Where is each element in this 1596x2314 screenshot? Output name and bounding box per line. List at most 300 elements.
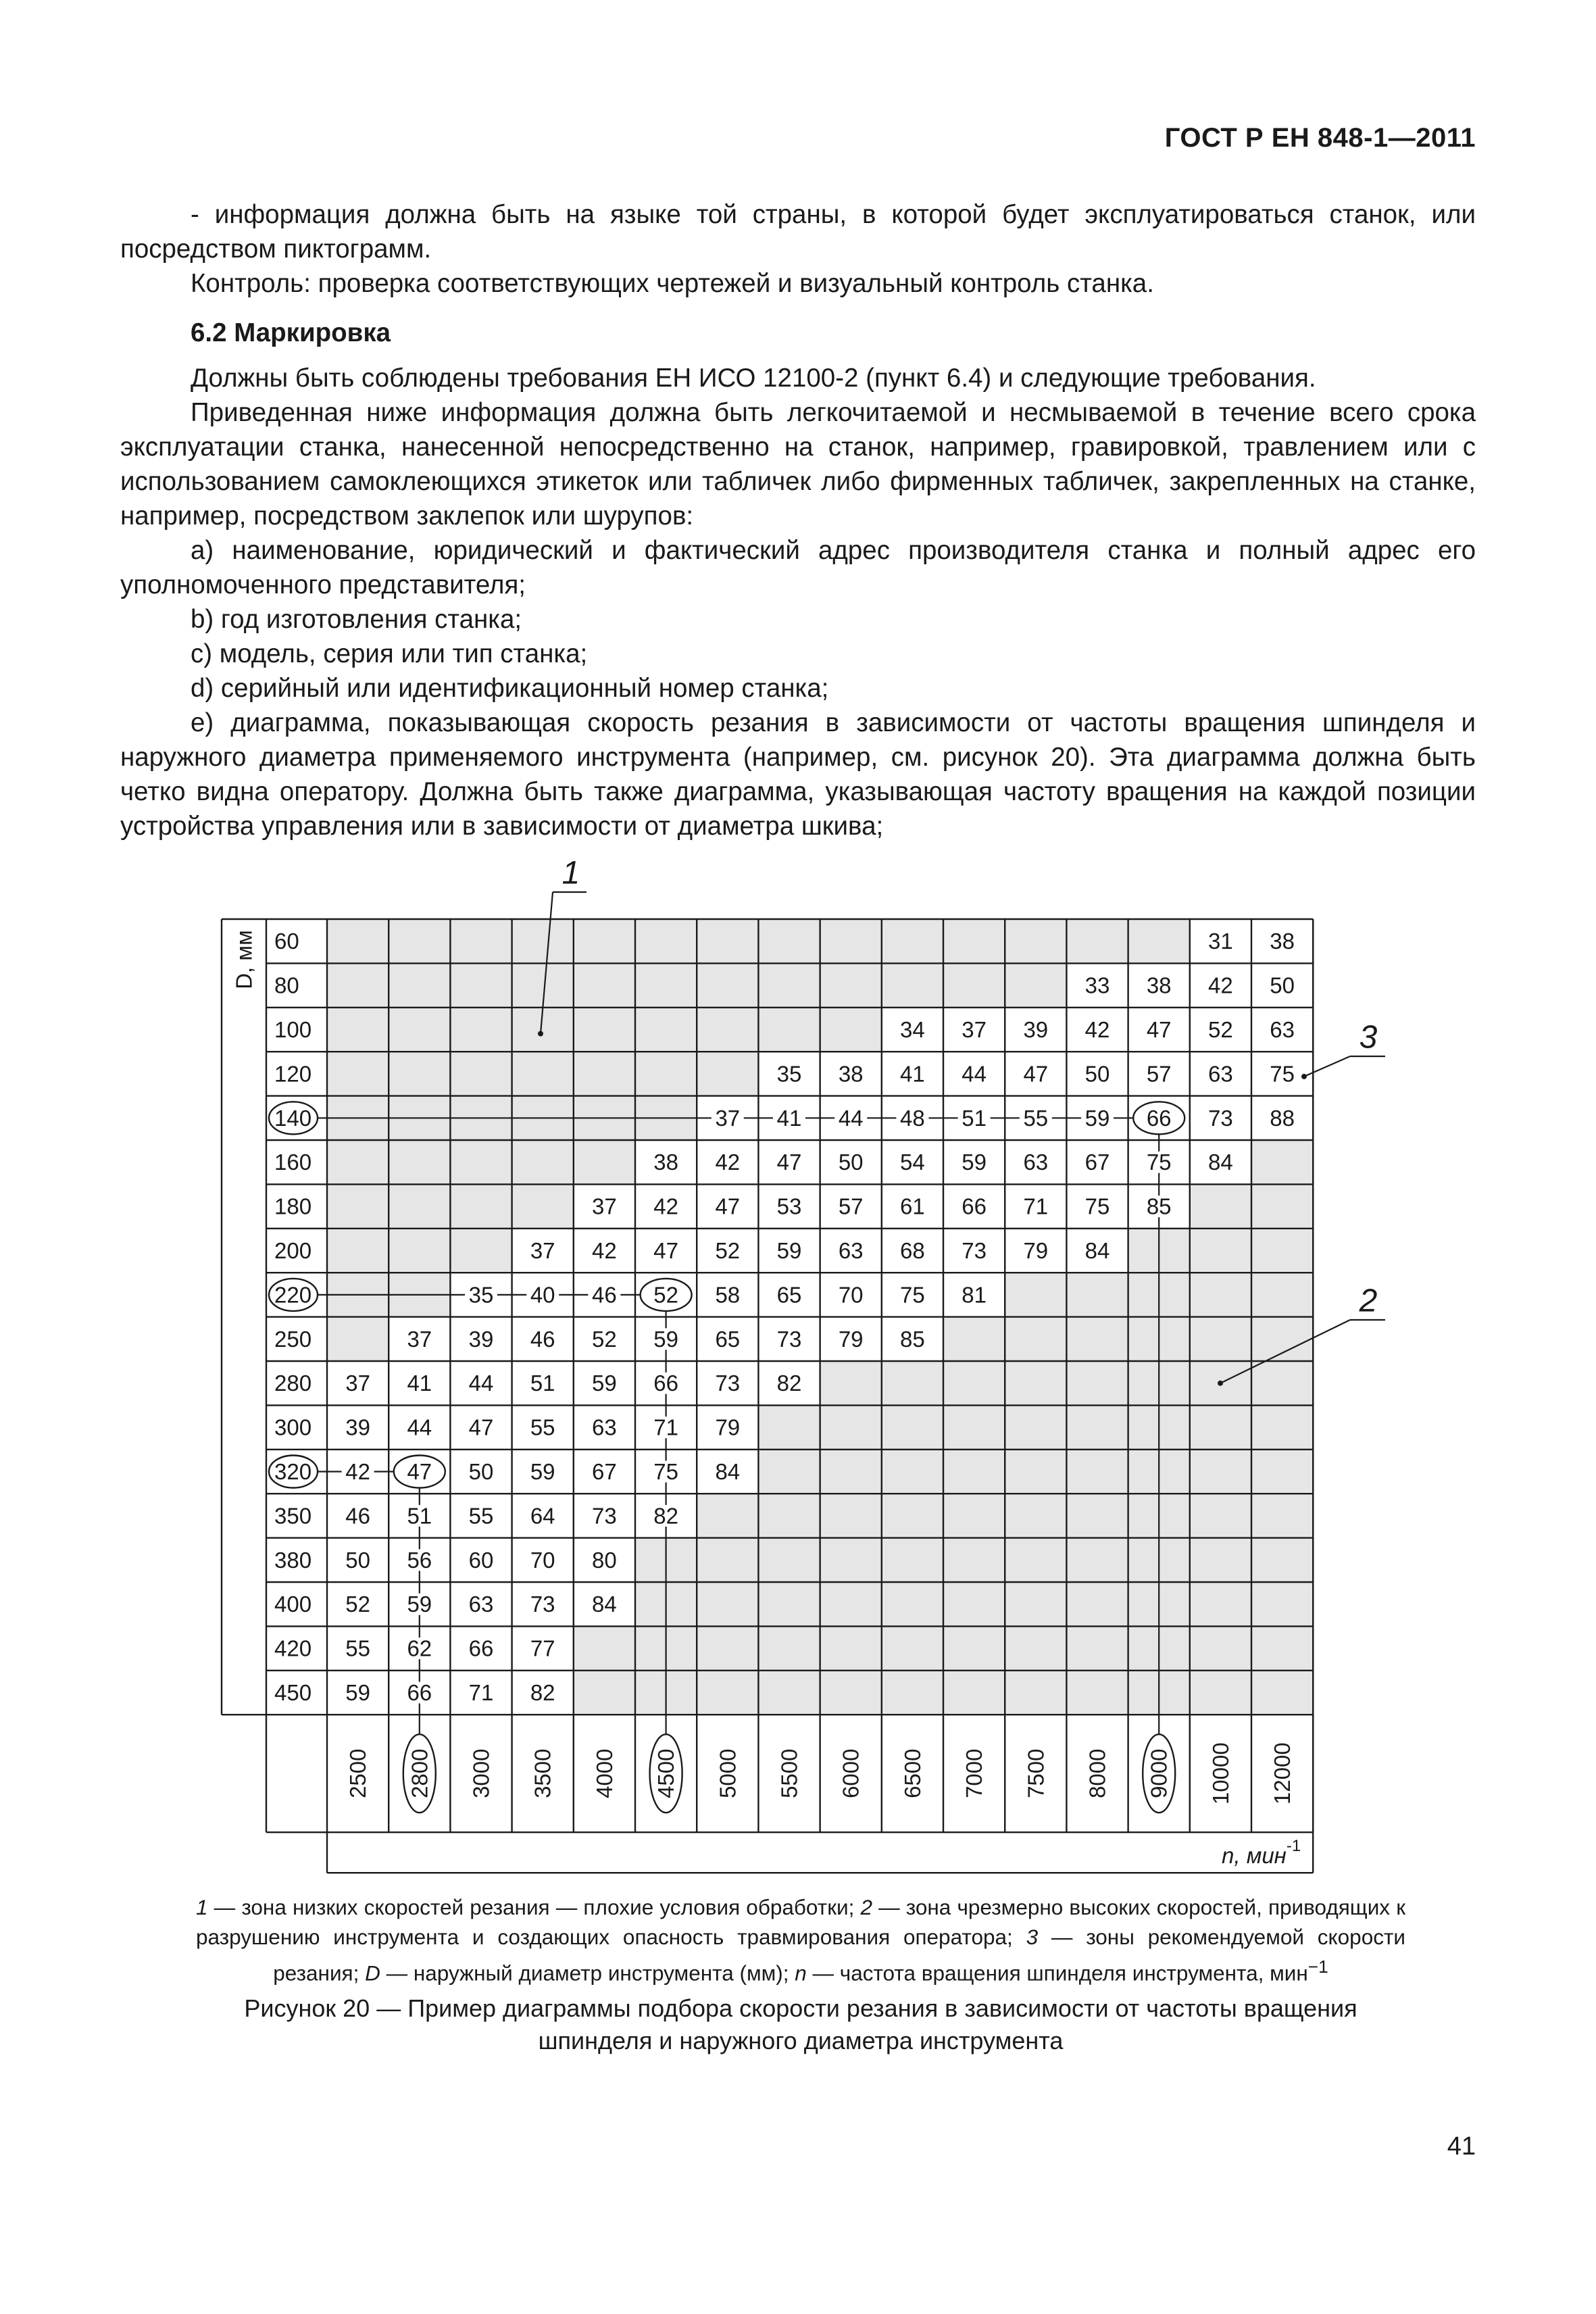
cell-value: 66 xyxy=(653,1371,678,1396)
shaded-cell xyxy=(820,1405,882,1449)
shaded-cell xyxy=(1190,1626,1251,1670)
speed-label: 8000 xyxy=(1084,1748,1110,1798)
shaded-cell xyxy=(512,1052,574,1096)
shaded-cell xyxy=(882,1582,943,1626)
cell-value: 37 xyxy=(407,1326,432,1352)
shaded-cell xyxy=(512,919,574,963)
cell-value: 51 xyxy=(530,1371,555,1396)
shaded-cell xyxy=(1190,1582,1251,1626)
cell-value: 38 xyxy=(1146,973,1172,998)
cell-value: 67 xyxy=(1084,1150,1110,1175)
shaded-cell xyxy=(327,963,389,1007)
shaded-cell xyxy=(758,1626,820,1670)
cell-value: 37 xyxy=(962,1017,987,1042)
shaded-cell xyxy=(327,1008,389,1052)
cell-value: 51 xyxy=(962,1105,987,1131)
speed-label: 5500 xyxy=(776,1748,802,1798)
cell-value: 82 xyxy=(653,1503,678,1529)
cell-value: 73 xyxy=(776,1326,802,1352)
shaded-cell xyxy=(1251,1671,1313,1715)
cell-value: 71 xyxy=(1023,1193,1049,1219)
cell-value: 57 xyxy=(1146,1061,1172,1087)
cell-value: 38 xyxy=(1270,929,1295,954)
list-item-a: a) наименование, юридический и фактический адрес производителя станка и полный адрес его уполномоченного представителя; xyxy=(120,536,1476,599)
shaded-cell xyxy=(450,1229,512,1273)
shaded-cell xyxy=(1005,919,1066,963)
shaded-cell xyxy=(882,1671,943,1715)
shaded-cell xyxy=(882,1361,943,1405)
shaded-cell xyxy=(327,1229,389,1273)
shaded-cell xyxy=(943,1494,1005,1537)
x-axis-label-exponent: -1 xyxy=(1286,1836,1301,1855)
standard-number: ГОСТ Р ЕН 848-1—2011 xyxy=(1164,123,1476,153)
cell-value: 63 xyxy=(1023,1150,1049,1175)
shaded-cell xyxy=(882,1450,943,1494)
legend-text-2: — зона чрезмерно высоких скоростей, приводящих к разрушению инструмента и создающих опасность травмирования оператора; xyxy=(196,1895,1405,1949)
cell-value: 47 xyxy=(1023,1061,1049,1087)
cell-value: 85 xyxy=(900,1326,925,1352)
shaded-cell xyxy=(1005,963,1066,1007)
shaded-cell xyxy=(512,1008,574,1052)
callout-2-dot xyxy=(1218,1381,1223,1386)
diameter-label: 420 xyxy=(274,1635,312,1661)
shaded-cell xyxy=(758,1405,820,1449)
example-220-4500-diameter-ellipse xyxy=(269,1279,318,1311)
shaded-cell xyxy=(697,1626,758,1670)
shaded-cell xyxy=(635,1538,697,1582)
shaded-cell xyxy=(1251,1229,1313,1273)
diameter-label: 350 xyxy=(274,1503,312,1529)
cell-value: 62 xyxy=(407,1635,432,1661)
diameter-label: 200 xyxy=(274,1238,312,1263)
shaded-cell xyxy=(1190,1671,1251,1715)
cell-value: 44 xyxy=(962,1061,987,1087)
x-axis-label-text: n, мин xyxy=(1222,1842,1287,1868)
shaded-cell xyxy=(1190,1494,1251,1537)
speed-label: 5000 xyxy=(715,1748,741,1798)
shaded-cell xyxy=(758,963,820,1007)
cell-value: 85 xyxy=(1146,1193,1172,1219)
example-320-2800-speed-ellipse xyxy=(403,1734,436,1813)
cell-value: 42 xyxy=(592,1238,617,1263)
shaded-cell xyxy=(1066,1405,1128,1449)
cell-value: 54 xyxy=(900,1150,925,1175)
shaded-cell xyxy=(758,1450,820,1494)
shaded-cell xyxy=(697,1008,758,1052)
cell-value: 42 xyxy=(715,1150,741,1175)
cell-value: 47 xyxy=(653,1238,678,1263)
cell-value: 51 xyxy=(407,1503,432,1529)
cell-value: 59 xyxy=(530,1459,555,1484)
cell-value: 47 xyxy=(1146,1017,1172,1042)
example-320-2800-diameter-ellipse xyxy=(269,1456,318,1488)
shaded-cell xyxy=(697,963,758,1007)
cell-value: 35 xyxy=(468,1282,494,1308)
shaded-cell xyxy=(1128,1229,1190,1273)
shaded-cell xyxy=(1251,1405,1313,1449)
cell-value: 71 xyxy=(653,1414,678,1440)
shaded-cell xyxy=(327,1140,389,1184)
cell-value: 48 xyxy=(900,1105,925,1131)
cell-value: 65 xyxy=(715,1326,741,1352)
shaded-cell xyxy=(1128,1582,1190,1626)
legend-text-1: — зона низких скоростей резания — плохие условия обработки; xyxy=(207,1895,861,1919)
shaded-cell xyxy=(389,1184,450,1228)
shaded-cell xyxy=(1005,1494,1066,1537)
cell-values xyxy=(274,929,1295,1804)
diameter-label: 220 xyxy=(274,1282,312,1308)
shaded-cell xyxy=(1190,1361,1251,1405)
diameter-label: 180 xyxy=(274,1193,312,1219)
shaded-cell xyxy=(943,963,1005,1007)
cell-value: 64 xyxy=(530,1503,555,1529)
shaded-cell xyxy=(635,1671,697,1715)
shaded-cell xyxy=(820,1361,882,1405)
shaded-cell xyxy=(327,1184,389,1228)
cell-value: 70 xyxy=(838,1282,864,1308)
shaded-cell xyxy=(389,1008,450,1052)
cell-value: 79 xyxy=(1023,1238,1049,1263)
cell-value: 44 xyxy=(407,1414,432,1440)
example-140-9000-speed-ellipse xyxy=(1143,1734,1175,1813)
shaded-cell xyxy=(1128,1671,1190,1715)
cell-value: 59 xyxy=(962,1150,987,1175)
speed-label: 4000 xyxy=(591,1748,617,1798)
shaded-cell xyxy=(1128,919,1190,963)
cell-value: 70 xyxy=(530,1547,555,1573)
shaded-cell xyxy=(943,1317,1005,1361)
example-220-4500-value-ellipse xyxy=(641,1279,692,1311)
shaded-cell xyxy=(450,1052,512,1096)
cell-value: 59 xyxy=(653,1326,678,1352)
legend-text-n-exp: −1 xyxy=(1307,1956,1328,1977)
callout-3-dot xyxy=(1301,1074,1307,1079)
shaded-cell xyxy=(882,963,943,1007)
shaded-cell xyxy=(512,1096,574,1140)
cell-value: 75 xyxy=(900,1282,925,1308)
diameter-label: 380 xyxy=(274,1547,312,1573)
speed-label: 7500 xyxy=(1023,1748,1049,1798)
shaded-cell xyxy=(820,919,882,963)
shaded-cell xyxy=(1251,1140,1313,1184)
cell-value: 84 xyxy=(592,1592,617,1617)
paragraph-info: Приведенная ниже информация должна быть легкочитаемой и несмываемой в течение всего срока эксплуатации станка, нанесенной непосредственно на станок, например, гравировкой, травлением или с использованием самоклеющихся этикеток или табличек либо фирменных табличек, закрепленных на станке, например, посредством заклепок или шурупов: xyxy=(120,398,1476,531)
cell-value: 73 xyxy=(962,1238,987,1263)
cell-value: 35 xyxy=(776,1061,802,1087)
cell-value: 50 xyxy=(1084,1061,1110,1087)
shaded-cell xyxy=(327,1096,389,1140)
speed-label: 3500 xyxy=(530,1748,555,1798)
shaded-cell xyxy=(1066,1582,1128,1626)
cell-value: 39 xyxy=(468,1326,494,1352)
cell-value: 38 xyxy=(838,1061,864,1087)
example-320-2800-value-ellipse xyxy=(394,1456,445,1488)
legend-text-n: — частота вращения шпинделя инструмента, мин xyxy=(806,1961,1308,1986)
shaded-cell xyxy=(574,1671,635,1715)
speed-label: 9000 xyxy=(1146,1748,1172,1798)
shaded-cell xyxy=(1066,1538,1128,1582)
shaded-cell xyxy=(574,1096,635,1140)
grid-lines xyxy=(222,919,1313,1873)
shaded-cell xyxy=(1251,1273,1313,1316)
shaded-cell xyxy=(943,1626,1005,1670)
cell-value: 79 xyxy=(715,1414,741,1440)
shaded-cell xyxy=(758,1582,820,1626)
diameter-label: 120 xyxy=(274,1061,312,1087)
shaded-cell xyxy=(1005,1317,1066,1361)
cell-value: 47 xyxy=(715,1193,741,1219)
shaded-cell xyxy=(574,1626,635,1670)
shaded-cell xyxy=(1190,1317,1251,1361)
diameter-label: 280 xyxy=(274,1371,312,1396)
shaded-cell xyxy=(1128,1361,1190,1405)
shaded-cell xyxy=(327,1273,389,1316)
shaded-cell xyxy=(697,1052,758,1096)
cell-value: 47 xyxy=(468,1414,494,1440)
shaded-cell xyxy=(1128,1405,1190,1449)
shaded-cell xyxy=(1066,1450,1128,1494)
cell-value: 84 xyxy=(715,1459,741,1484)
figure-legend xyxy=(196,1892,1405,1988)
list-item-d: d) серийный или идентификационный номер станка; xyxy=(191,674,829,703)
diameter-label: 100 xyxy=(274,1017,312,1042)
shaded-zones xyxy=(327,919,1313,1715)
shaded-cell xyxy=(635,1008,697,1052)
cell-value: 52 xyxy=(592,1326,617,1352)
diameter-label: 80 xyxy=(274,973,299,998)
cell-value: 38 xyxy=(653,1150,678,1175)
example-140-9000-diameter-ellipse xyxy=(269,1102,318,1134)
speed-label: 2500 xyxy=(345,1748,371,1798)
speed-label: 7000 xyxy=(962,1748,987,1798)
legend-key-n: n xyxy=(795,1961,807,1986)
shaded-cell xyxy=(1190,1405,1251,1449)
shaded-cell xyxy=(1190,1229,1251,1273)
shaded-cell xyxy=(758,1671,820,1715)
cell-value: 50 xyxy=(345,1547,370,1573)
callout-2-number: 2 xyxy=(1359,1283,1378,1319)
cell-value: 34 xyxy=(900,1017,925,1042)
shaded-cell xyxy=(512,1184,574,1228)
cell-value: 50 xyxy=(838,1150,864,1175)
shaded-cell xyxy=(697,1538,758,1582)
shaded-cell xyxy=(882,1405,943,1449)
shaded-cell xyxy=(450,963,512,1007)
speed-label: 2800 xyxy=(407,1748,432,1798)
cell-value: 77 xyxy=(530,1635,555,1661)
cell-value: 55 xyxy=(345,1635,370,1661)
cell-value: 59 xyxy=(776,1238,802,1263)
section-heading: 6.2 Маркировка xyxy=(191,318,391,347)
shaded-cell xyxy=(943,1361,1005,1405)
shaded-cell xyxy=(1005,1582,1066,1626)
cell-value: 82 xyxy=(530,1680,555,1705)
shaded-cell xyxy=(327,1317,389,1361)
shaded-cell xyxy=(574,963,635,1007)
speed-label: 6500 xyxy=(899,1748,925,1798)
cell-value: 88 xyxy=(1270,1105,1295,1131)
shaded-cell xyxy=(574,1140,635,1184)
cell-value: 39 xyxy=(1023,1017,1049,1042)
shaded-cell xyxy=(820,1538,882,1582)
cell-value: 42 xyxy=(1084,1017,1110,1042)
cell-value: 66 xyxy=(407,1680,432,1705)
figure-caption: Рисунок 20 — Пример диаграммы подбора скорости резания в зависимости от частоты вращения шпинделя и наружного диаметра инструмента xyxy=(244,1994,1357,2054)
cell-value: 79 xyxy=(838,1326,864,1352)
cell-value: 73 xyxy=(715,1371,741,1396)
cell-value: 75 xyxy=(1270,1061,1295,1087)
diameter-label: 160 xyxy=(274,1150,312,1175)
shaded-cell xyxy=(820,1626,882,1670)
cell-value: 63 xyxy=(468,1592,494,1617)
legend-text-d: — наружный диаметр инструмента (мм); xyxy=(380,1961,795,1986)
shaded-cell xyxy=(635,919,697,963)
cell-value: 59 xyxy=(1084,1105,1110,1131)
cell-value: 61 xyxy=(900,1193,925,1219)
cell-value: 59 xyxy=(592,1371,617,1396)
cell-value: 46 xyxy=(592,1282,617,1308)
cell-value: 40 xyxy=(530,1282,555,1308)
shaded-cell xyxy=(1005,1671,1066,1715)
cell-value: 52 xyxy=(1208,1017,1233,1042)
shaded-cell xyxy=(1251,1538,1313,1582)
cell-value: 42 xyxy=(653,1193,678,1219)
list-item-e: e) диаграмма, показывающая скорость резания в зависимости от частоты вращения шпинделя и наружного диаметра применяемого инструмента (например, см. рисунок 20). Эта диаграмма должна быть четко видна оператору. Должна быть также диаграмма, указывающая частоту вращения на каждой позиции устройства управления или в зависимости от диаметра шкива; xyxy=(120,708,1476,841)
cell-value: 33 xyxy=(1084,973,1110,998)
cell-value: 63 xyxy=(1208,1061,1233,1087)
shaded-cell xyxy=(389,1052,450,1096)
diameter-label: 250 xyxy=(274,1326,312,1352)
cell-value: 84 xyxy=(1208,1150,1233,1175)
paragraph-language: - информация должна быть на языке той страны, в которой будет эксплуатироваться станок, или посредством пиктограмм. xyxy=(120,200,1476,264)
shaded-cell xyxy=(450,1096,512,1140)
shaded-cell xyxy=(389,919,450,963)
cell-value: 52 xyxy=(345,1592,370,1617)
shaded-cell xyxy=(389,1229,450,1273)
shaded-cell xyxy=(1066,1317,1128,1361)
shaded-cell xyxy=(635,963,697,1007)
cell-value: 44 xyxy=(468,1371,494,1396)
shaded-cell xyxy=(635,1096,697,1140)
diameter-label: 320 xyxy=(274,1459,312,1484)
page-number: 41 xyxy=(1447,2132,1476,2161)
shaded-cell xyxy=(1251,1582,1313,1626)
shaded-cell xyxy=(450,919,512,963)
cell-value: 75 xyxy=(1146,1150,1172,1175)
cell-value: 73 xyxy=(592,1503,617,1529)
shaded-cell xyxy=(758,1494,820,1537)
cell-value: 82 xyxy=(776,1371,802,1396)
cell-value: 41 xyxy=(776,1105,802,1131)
shaded-cell xyxy=(943,919,1005,963)
cell-value: 46 xyxy=(530,1326,555,1352)
cell-value: 63 xyxy=(592,1414,617,1440)
cell-value: 37 xyxy=(592,1193,617,1219)
body-text xyxy=(120,197,1476,843)
cell-value: 41 xyxy=(407,1371,432,1396)
paragraph-control: Контроль: проверка соответствующих чертежей и визуальный контроль станка. xyxy=(191,269,1154,298)
cell-value: 73 xyxy=(1208,1105,1233,1131)
cell-value: 37 xyxy=(345,1371,370,1396)
shaded-cell xyxy=(1251,1317,1313,1361)
shaded-cell xyxy=(389,1096,450,1140)
example-140-9000-value-ellipse xyxy=(1133,1102,1184,1134)
shaded-cell xyxy=(758,1008,820,1052)
shaded-cell xyxy=(512,963,574,1007)
diameter-label: 300 xyxy=(274,1414,312,1440)
x-axis-label xyxy=(1222,1837,1301,1868)
diameter-label: 400 xyxy=(274,1592,312,1617)
cell-value: 55 xyxy=(530,1414,555,1440)
shaded-cell xyxy=(635,1626,697,1670)
shaded-cell xyxy=(1005,1405,1066,1449)
callout-3-leader xyxy=(1304,1056,1350,1077)
shaded-cell xyxy=(758,919,820,963)
cell-value: 42 xyxy=(1208,973,1233,998)
shaded-cell xyxy=(1066,1671,1128,1715)
shaded-cell xyxy=(1251,1184,1313,1228)
cell-value: 55 xyxy=(1023,1105,1049,1131)
shaded-cell xyxy=(943,1405,1005,1449)
legend-key-d: D xyxy=(365,1961,380,1986)
cell-value: 66 xyxy=(468,1635,494,1661)
cell-value: 55 xyxy=(468,1503,494,1529)
cell-value: 53 xyxy=(776,1193,802,1219)
speed-label: 3000 xyxy=(468,1748,494,1798)
shaded-cell xyxy=(943,1538,1005,1582)
shaded-cell xyxy=(1251,1450,1313,1494)
shaded-cell xyxy=(389,1273,450,1316)
shaded-cell xyxy=(1005,1273,1066,1316)
shaded-cell xyxy=(820,1008,882,1052)
shaded-cell xyxy=(1066,1361,1128,1405)
cell-value: 71 xyxy=(468,1680,494,1705)
example-markers xyxy=(269,1102,1184,1813)
cell-value: 57 xyxy=(838,1193,864,1219)
shaded-cell xyxy=(1066,1494,1128,1537)
cell-value: 52 xyxy=(653,1282,678,1308)
cell-value: 41 xyxy=(900,1061,925,1087)
cell-value: 81 xyxy=(962,1282,987,1308)
callout-2-leader xyxy=(1220,1320,1350,1383)
cell-value: 37 xyxy=(715,1105,741,1131)
shaded-cell xyxy=(1190,1450,1251,1494)
shaded-cell xyxy=(327,919,389,963)
shaded-cell xyxy=(1128,1450,1190,1494)
shaded-cell xyxy=(882,1626,943,1670)
shaded-cell xyxy=(820,1494,882,1537)
cell-value: 39 xyxy=(345,1414,370,1440)
shaded-cell xyxy=(389,1140,450,1184)
cell-value: 52 xyxy=(715,1238,741,1263)
cell-value: 68 xyxy=(900,1238,925,1263)
diameter-label: 140 xyxy=(274,1105,312,1131)
shaded-cell xyxy=(635,1052,697,1096)
callout-1-number: 1 xyxy=(562,855,580,891)
shaded-cell xyxy=(697,1582,758,1626)
shaded-cell xyxy=(389,963,450,1007)
speed-label: 10000 xyxy=(1207,1742,1233,1805)
cell-value: 42 xyxy=(345,1459,370,1484)
cell-value: 63 xyxy=(838,1238,864,1263)
cell-value: 75 xyxy=(1084,1193,1110,1219)
speed-label: 4500 xyxy=(653,1748,679,1798)
shaded-cell xyxy=(1190,1538,1251,1582)
axis-labels xyxy=(232,856,1386,1868)
shaded-cell xyxy=(450,1008,512,1052)
shaded-cell xyxy=(697,1671,758,1715)
cell-value: 80 xyxy=(592,1547,617,1573)
